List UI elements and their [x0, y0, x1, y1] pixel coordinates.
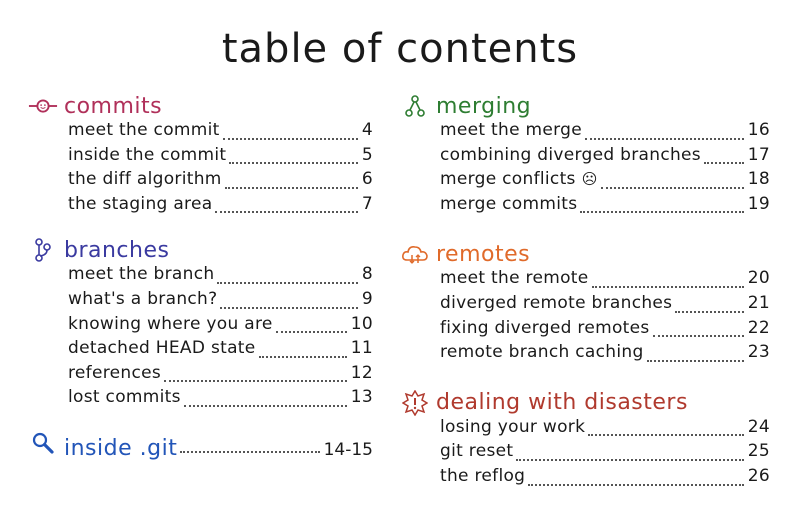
left-column: [28, 92, 373, 476]
dot-leader: [180, 451, 319, 453]
section-header-inside-git[interactable]: [28, 430, 373, 461]
toc-entry[interactable]: [440, 342, 770, 367]
entry-label: the reflog: [440, 465, 526, 486]
entry-label: inside the commit: [68, 144, 227, 165]
entry-label: meet the commit: [68, 120, 220, 140]
magnifier-icon: [28, 430, 58, 456]
section-title-remotes: remotes: [436, 241, 531, 267]
section-header-merging[interactable]: [400, 92, 770, 120]
dot-leader: [225, 187, 358, 189]
section-title-disasters: dealing with disasters: [436, 390, 688, 416]
section-inside-git: [28, 430, 373, 461]
toc-entry[interactable]: [68, 194, 373, 219]
entry-label: remote branch caching: [440, 342, 644, 363]
toc-entry[interactable]: [440, 145, 770, 170]
entry-label: meet the remote: [440, 268, 589, 289]
entry-label: combining diverged branches: [440, 144, 701, 165]
entry-page: 19: [747, 193, 770, 214]
toc-entry[interactable]: [440, 293, 770, 318]
dot-leader: [220, 307, 357, 309]
entry-page: 14-15: [323, 439, 373, 460]
section-merging: [400, 92, 770, 218]
entry-page: 26: [747, 465, 770, 486]
entry-page: 25: [747, 441, 770, 462]
branch-icon: [28, 237, 58, 263]
entry-page: 21: [747, 292, 770, 313]
dot-leader: [675, 311, 743, 313]
entry-page: 17: [747, 144, 770, 165]
dot-leader: [217, 282, 357, 284]
page-title: table of contents: [221, 26, 579, 72]
toc-entry[interactable]: [440, 318, 770, 343]
toc-entry[interactable]: [68, 338, 373, 363]
dot-leader: [647, 360, 744, 362]
dot-leader: [164, 380, 347, 382]
dot-leader: [516, 459, 743, 461]
dot-leader: [585, 138, 744, 140]
entry-page: 10: [350, 313, 373, 334]
cloud-icon: [400, 241, 430, 267]
entry-label: lost commits: [68, 387, 181, 408]
entry-label: merge conflicts: [440, 169, 576, 190]
entry-page: 16: [747, 120, 770, 140]
toc-entry[interactable]: [68, 363, 373, 388]
entry-label: merge commits: [440, 193, 578, 214]
section-remotes: [400, 240, 770, 366]
entry-label: fixing diverged remotes: [440, 317, 650, 338]
toc-entry[interactable]: [68, 169, 373, 194]
toc-entry[interactable]: [440, 120, 770, 145]
dot-leader: [223, 138, 358, 140]
entry-page: 8: [361, 264, 373, 285]
section-disasters: [400, 389, 770, 491]
dot-leader: [184, 405, 347, 407]
section-header-remotes[interactable]: [400, 240, 770, 268]
toc-entry[interactable]: [440, 466, 770, 491]
section-title-commits: commits: [64, 93, 163, 119]
section-branches: [28, 236, 373, 412]
entry-page: 6: [361, 169, 373, 190]
toc-entry[interactable]: [440, 169, 770, 194]
entry-page: 4: [361, 120, 373, 140]
entry-page: 23: [747, 342, 770, 363]
entry-page: 12: [350, 362, 373, 383]
entry-page: 7: [361, 193, 373, 214]
entry-page: 18: [747, 169, 770, 190]
toc-entry[interactable]: [68, 314, 373, 339]
section-header-disasters[interactable]: [400, 389, 770, 417]
alarm-icon: [400, 390, 430, 416]
dot-leader: [704, 162, 744, 164]
entry-label: references: [68, 362, 162, 383]
section-header-commits[interactable]: [28, 92, 373, 120]
sad-face-icon: ☹: [581, 170, 598, 189]
section-title-inside-git: inside .git: [64, 435, 178, 461]
merge-icon: [400, 93, 430, 119]
entry-page: 24: [747, 416, 770, 437]
entry-label: meet the branch: [68, 264, 215, 285]
entry-label: detached HEAD state: [68, 338, 256, 359]
entry-label: what's a branch?: [68, 288, 218, 309]
dot-leader: [229, 162, 357, 164]
toc-entry[interactable]: [68, 289, 373, 314]
entry-page: 13: [350, 387, 373, 408]
dot-leader: [653, 335, 744, 337]
entry-label: the diff algorithm: [68, 169, 222, 190]
dot-leader: [592, 286, 744, 288]
toc-entry[interactable]: [440, 194, 770, 219]
entry-page: 9: [361, 288, 373, 309]
toc-entry[interactable]: [68, 387, 373, 412]
entry-label: meet the merge: [440, 120, 583, 140]
commit-icon: [28, 93, 58, 119]
toc-entry[interactable]: [440, 417, 770, 442]
entry-page: 22: [747, 317, 770, 338]
entry-label: diverged remote branches: [440, 292, 673, 313]
section-commits: [28, 92, 373, 218]
dot-leader: [588, 434, 744, 436]
toc-entry[interactable]: [68, 264, 373, 289]
section-title-branches: branches: [64, 237, 170, 263]
entry-page: 11: [350, 338, 373, 359]
dot-leader: [580, 211, 743, 213]
dot-leader: [601, 187, 744, 189]
entry-page: 5: [361, 144, 373, 165]
right-column: [400, 92, 770, 513]
section-title-merging: merging: [436, 93, 532, 119]
toc-entry[interactable]: [68, 120, 373, 145]
dot-leader: [215, 211, 357, 213]
dot-leader: [259, 356, 347, 358]
entry-label: the staging area: [68, 193, 213, 214]
dot-leader: [528, 484, 743, 486]
toc-entry[interactable]: [440, 268, 770, 293]
entry-page: 20: [747, 268, 770, 289]
entry-label: knowing where you are: [68, 313, 273, 334]
dot-leader: [276, 331, 347, 333]
toc-entry[interactable]: [440, 441, 770, 466]
entry-label: losing your work: [440, 416, 586, 437]
section-header-branches[interactable]: [28, 236, 373, 264]
toc-entry[interactable]: [68, 145, 373, 170]
entry-label: git reset: [440, 441, 514, 462]
